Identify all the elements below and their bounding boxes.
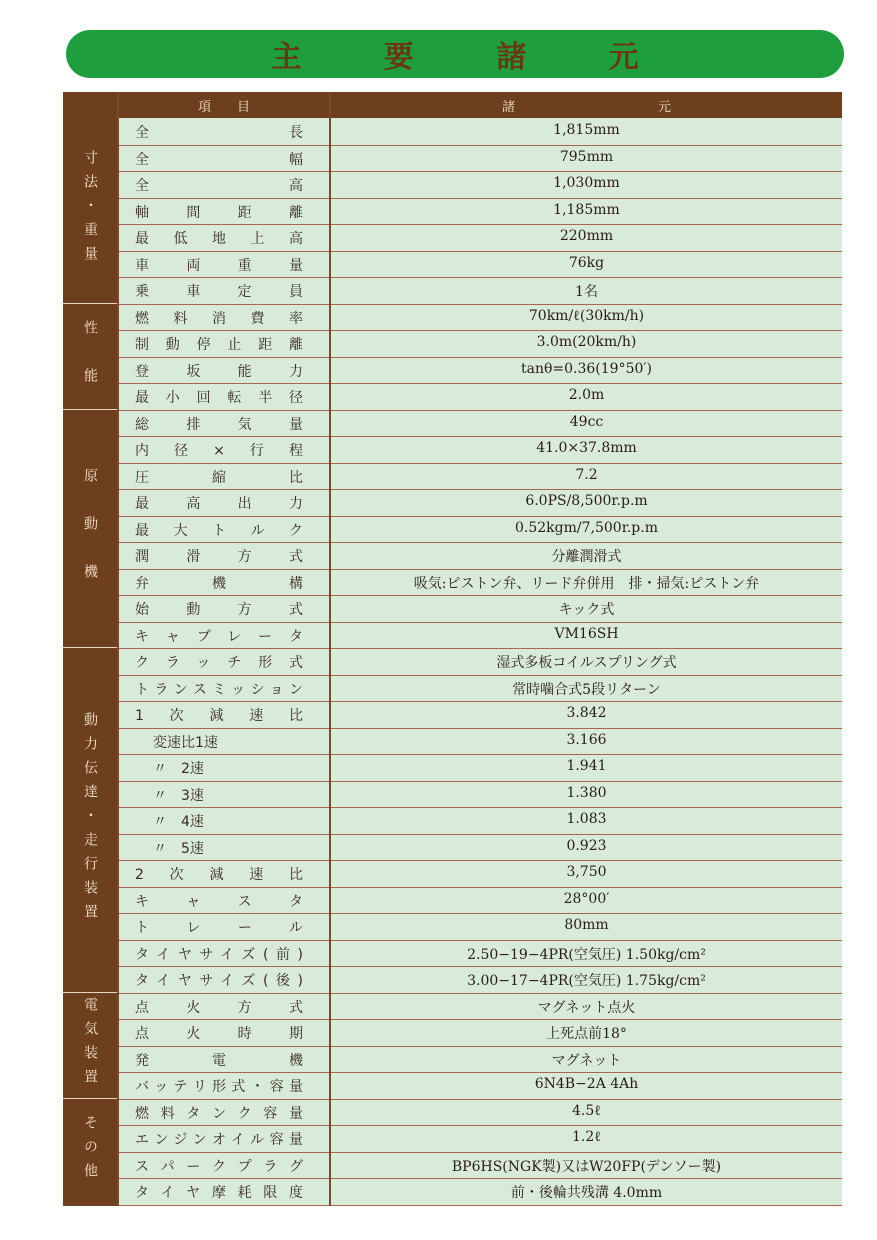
row-item-label: トレール bbox=[135, 920, 303, 936]
row-spec-value: マグネット bbox=[551, 1052, 622, 1069]
table-row bbox=[117, 410, 842, 438]
row-item-label: 点火時期 bbox=[135, 1026, 303, 1042]
row-item-label: 点火方式 bbox=[135, 999, 303, 1016]
table-row bbox=[117, 728, 842, 756]
table-row bbox=[117, 277, 842, 305]
row-item-label: 車両重量 bbox=[135, 257, 303, 274]
table-row bbox=[117, 489, 842, 517]
row-spec-value: 吸気:ピストン弁、リード弁併用 排・掃気:ピストン弁 bbox=[413, 575, 760, 592]
row-spec-value: 80mm bbox=[564, 917, 609, 933]
row-spec-value: 6.0PS/8,500r.p.m bbox=[525, 493, 648, 509]
row-item-label: 発電機 bbox=[135, 1052, 303, 1069]
table-row bbox=[117, 304, 842, 332]
category-cell bbox=[63, 648, 117, 993]
header-item: 項 目 bbox=[197, 100, 250, 115]
table-row bbox=[117, 993, 842, 1021]
row-spec-value: 上死点前18° bbox=[546, 1026, 627, 1042]
row-item-label: 制動停止距離 bbox=[135, 337, 303, 353]
table-row bbox=[117, 171, 842, 199]
row-item-label: スパークプラグ bbox=[135, 1158, 303, 1175]
table-row bbox=[117, 198, 842, 226]
table-row bbox=[117, 516, 842, 544]
column-divider-left bbox=[117, 92, 119, 1206]
category-column bbox=[63, 118, 117, 1206]
row-spec-value: マグネット点火 bbox=[537, 999, 636, 1016]
row-item-label: 全高 bbox=[135, 178, 303, 194]
table-row bbox=[117, 1019, 842, 1047]
row-spec-value: 2.0m bbox=[568, 387, 605, 403]
row-item-label: 潤滑方式 bbox=[135, 549, 303, 565]
row-item-label: エンジンオイル容量 bbox=[135, 1132, 303, 1148]
row-item-label: タイヤサイズ(後) bbox=[135, 973, 303, 989]
row-spec-value: 3,750 bbox=[566, 864, 607, 880]
row-spec-value: 28°00′ bbox=[563, 890, 610, 907]
row-spec-value: tanθ=0.36(19°50′) bbox=[520, 360, 653, 377]
category-label: 寸法・重量 bbox=[82, 150, 98, 271]
table-row bbox=[117, 569, 842, 597]
category-cell bbox=[63, 118, 117, 304]
table-row bbox=[117, 357, 842, 385]
row-item-label: 最低地上高 bbox=[135, 231, 303, 247]
row-spec-value: 49cc bbox=[569, 413, 604, 430]
table-row bbox=[117, 1072, 842, 1100]
row-spec-value: 1,815mm bbox=[553, 122, 620, 138]
row-item-label: 軸間距離 bbox=[135, 204, 303, 221]
category-label: 電気装置 bbox=[82, 997, 98, 1093]
row-item-label: タイヤサイズ(前) bbox=[135, 946, 303, 963]
row-spec-value: 3.00−17−4PR(空気圧) 1.75kg/cm² bbox=[467, 973, 706, 989]
row-spec-value: 湿式多板コイルスプリング式 bbox=[496, 655, 677, 671]
table-row bbox=[117, 436, 842, 464]
row-spec-value: 7.2 bbox=[575, 466, 598, 483]
title-banner bbox=[66, 30, 844, 78]
row-item-label: 2次減速比 bbox=[135, 867, 303, 883]
table-header bbox=[63, 92, 842, 118]
row-spec-value: 1.2ℓ bbox=[572, 1129, 601, 1145]
category-cell bbox=[63, 993, 117, 1099]
row-item-label: 〃 4速 bbox=[153, 814, 204, 830]
row-item-label: 最小回転半径 bbox=[135, 390, 303, 406]
row-item-label: 燃料タンク容量 bbox=[135, 1105, 303, 1122]
category-label: 原 動 機 bbox=[82, 468, 98, 589]
row-item-label: 最大トルク bbox=[135, 522, 303, 539]
table-row bbox=[117, 595, 842, 623]
table-row bbox=[117, 913, 842, 941]
row-spec-value: 1名 bbox=[575, 284, 598, 300]
row-spec-value: VM16SH bbox=[554, 625, 619, 642]
row-spec-value: 3.842 bbox=[566, 705, 607, 721]
table-row bbox=[117, 1152, 842, 1180]
row-spec-value: 1,030mm bbox=[553, 175, 620, 191]
row-item-label: 全長 bbox=[135, 125, 303, 141]
table-row bbox=[117, 648, 842, 676]
row-spec-value: 0.52kgm/7,500r.p.m bbox=[515, 519, 658, 536]
table-row bbox=[117, 675, 842, 703]
row-item-label: 乗車定員 bbox=[135, 284, 303, 300]
table-row bbox=[117, 834, 842, 862]
row-item-label: 弁機構 bbox=[135, 575, 303, 592]
header-spec: 諸 元 bbox=[501, 100, 671, 115]
category-label: その他 bbox=[82, 1115, 98, 1187]
table-row bbox=[117, 1099, 842, 1127]
row-spec-value: 1.941 bbox=[566, 758, 607, 774]
row-item-label: 始動方式 bbox=[135, 602, 303, 618]
table-row bbox=[117, 145, 842, 173]
row-spec-value: 4.5ℓ bbox=[572, 1102, 601, 1119]
table-row bbox=[117, 251, 842, 279]
table-row bbox=[117, 860, 842, 888]
category-cell bbox=[63, 304, 117, 410]
row-spec-value: 76kg bbox=[568, 254, 605, 271]
category-cell bbox=[63, 1099, 117, 1204]
row-item-label: バッテリ形式・容量 bbox=[135, 1079, 303, 1095]
table-row bbox=[117, 383, 842, 411]
table-row bbox=[117, 542, 842, 570]
row-spec-value: 常時噛合式5段リターン bbox=[512, 681, 661, 698]
row-spec-value: 1,185mm bbox=[553, 201, 620, 218]
row-item-label: タイヤ摩耗限度 bbox=[135, 1185, 303, 1201]
row-spec-value: キック式 bbox=[558, 602, 615, 618]
table-row bbox=[117, 966, 842, 994]
page-title: 主 要 諸 元 bbox=[271, 40, 675, 75]
category-cell bbox=[63, 410, 117, 649]
spec-table bbox=[63, 92, 842, 1206]
row-item-label: トランスミッション bbox=[135, 681, 303, 698]
row-spec-value: 0.923 bbox=[566, 837, 607, 854]
row-spec-value: 220mm bbox=[559, 228, 614, 244]
row-item-label: キャスタ bbox=[135, 893, 303, 910]
table-row bbox=[117, 887, 842, 915]
table-row bbox=[117, 781, 842, 809]
row-spec-value: 3.166 bbox=[566, 731, 607, 748]
row-item-label: 燃料消費率 bbox=[135, 310, 303, 327]
row-spec-value: 分離潤滑式 bbox=[551, 549, 622, 565]
column-divider-middle bbox=[329, 92, 331, 1206]
row-item-label: 変速比1速 bbox=[153, 734, 218, 751]
row-item-label: 内径×行程 bbox=[135, 443, 303, 459]
row-item-label: 総排気量 bbox=[135, 416, 303, 433]
table-row bbox=[117, 224, 842, 252]
category-label: 性 能 bbox=[82, 320, 98, 392]
table-row bbox=[117, 1178, 842, 1206]
row-item-label: 〃 5速 bbox=[153, 840, 204, 857]
row-spec-value: 41.0×37.8mm bbox=[536, 440, 637, 456]
row-item-label: 全幅 bbox=[135, 151, 303, 168]
table-row bbox=[117, 622, 842, 650]
row-item-label: 1次減速比 bbox=[135, 708, 303, 724]
table-row bbox=[117, 1125, 842, 1153]
table-row bbox=[117, 940, 842, 968]
table-row bbox=[117, 118, 842, 146]
category-label: 動力伝達・走行装置 bbox=[82, 711, 98, 928]
row-item-label: キャブレータ bbox=[135, 628, 303, 645]
row-spec-value: BP6HS(NGK製)又はW20FP(デンソー製) bbox=[451, 1158, 722, 1175]
row-spec-value: 795mm bbox=[559, 148, 614, 165]
row-item-label: 最高出力 bbox=[135, 496, 303, 512]
row-spec-value: 1.380 bbox=[566, 784, 607, 801]
row-item-label: 〃 3速 bbox=[153, 787, 204, 804]
table-row bbox=[117, 330, 842, 358]
table-row bbox=[117, 463, 842, 491]
row-item-label: 〃 2速 bbox=[153, 761, 204, 777]
table-row bbox=[117, 754, 842, 782]
row-spec-value: 前・後輪共残溝 4.0mm bbox=[510, 1185, 663, 1201]
table-row bbox=[117, 807, 842, 835]
table-row bbox=[117, 701, 842, 729]
row-spec-value: 70km/ℓ(30km/h) bbox=[528, 307, 645, 324]
row-item-label: 登坂能力 bbox=[135, 363, 303, 380]
table-row bbox=[117, 1046, 842, 1074]
row-item-label: 圧縮比 bbox=[135, 469, 303, 486]
row-spec-value: 2.50−19−4PR(空気圧) 1.50kg/cm² bbox=[467, 946, 706, 963]
row-item-label: クラッチ形式 bbox=[135, 655, 303, 671]
row-spec-value: 3.0m(20km/h) bbox=[536, 334, 637, 350]
row-spec-value: 6N4B−2A 4Ah bbox=[534, 1076, 639, 1092]
row-spec-value: 1.083 bbox=[566, 811, 607, 827]
